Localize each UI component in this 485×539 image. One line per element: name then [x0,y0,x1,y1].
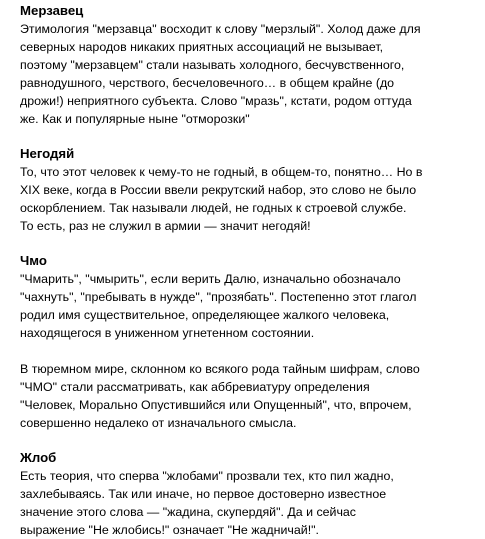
text-line: Есть теория, что сперва "жлобами" прозвали тех, кто пил жадно, [20,469,394,483]
text-line: То, что этот человек к чему-то не годный, в общем-то, понятно… Но в [20,165,423,179]
text-line: же. Как и популярные ныне "отморозки" [20,112,250,126]
text-line: находящегося в униженном угнетенном состоянии. [20,326,315,340]
text-line: "Человек, Морально Опустившийся или Опущенный", что, впрочем, [20,398,412,412]
text-line: северных народов никаких приятных ассоциаций не вызывает, [20,40,384,54]
text-line: значение этого слова — "жадина, скупердяй". Да и сейчас [20,505,356,519]
section-heading: Жлоб [20,450,57,465]
text-line: поэтому "мерзавцем" стали называть холодного, бесчувственного, [20,58,405,72]
text-line: "чахнуть", "пребывать в нужде", "прозябать". Постепенно этот глагол [20,290,417,304]
section-paragraph [20,467,477,539]
text-line: захлебываясь. Так или иначе, но первое достоверно известное [20,487,387,501]
section-heading: Чмо [20,253,47,268]
section-paragraph [20,270,477,342]
text-line: То есть, раз не служил в армии — значит негодяй! [20,219,311,233]
text-line: Этимология "мерзавца" восходит к слову "мерзлый". Холод даже для [20,22,421,36]
section-chmo [20,252,477,432]
text-line: выражение "Не жлобись!" означает "Не жадничай!". [20,523,319,537]
section-paragraph [20,360,477,432]
section-paragraph [20,20,477,128]
text-line: оскорблением. Так называли людей, не годных к строевой службе. [20,201,407,215]
text-line: XIX веке, когда в России ввели рекрутский набор, это слово не было [20,183,417,197]
section-paragraph [20,163,477,235]
text-line: "Чмарить", "чмырить", если верить Далю, изначально обозначало [20,272,401,286]
section-merzavets [20,2,477,128]
text-line: дрожи!) неприятного субъекта. Слово "мразь", кстати, родом оттуда [20,94,412,108]
text-line: "ЧМО" стали рассматривать, как аббревиатуру определения [20,380,370,394]
section-negodyai [20,145,477,235]
section-heading: Негодяй [20,146,75,161]
section-heading: Мерзавец [20,3,84,18]
text-line: совершенно недалеко от изначального смысла. [20,416,297,430]
section-zhlob [20,449,477,539]
text-line: В тюремном мире, склонном ко всякого рода тайным шифрам, слово [20,362,420,376]
text-line: равнодушного, черствого, бесчеловечного… в общем крайне (до [20,76,395,90]
text-line: родил имя существительное, определяющее жалкого человека, [20,308,390,322]
